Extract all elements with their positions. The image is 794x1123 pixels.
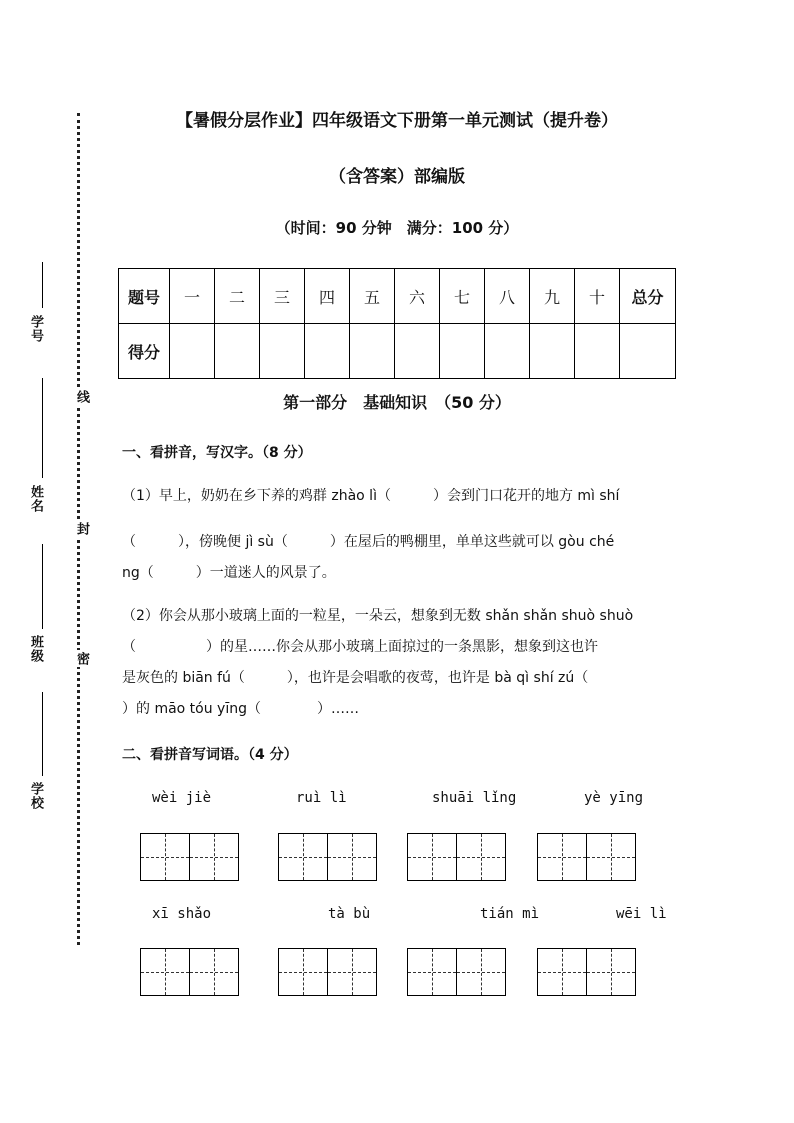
class-line <box>42 544 43 629</box>
seal-mark-feng: 封 <box>74 522 89 535</box>
pinyin-label: wèi jiè <box>152 790 212 806</box>
writing-cell[interactable] <box>140 833 190 881</box>
table-cell: 八 <box>485 269 530 324</box>
table-cell: 三 <box>260 269 305 324</box>
writing-cell[interactable] <box>407 948 457 996</box>
time-info: （时间：90 分钟 满分：100 分） <box>275 219 519 237</box>
question-1-paragraph-1-line-2: （ ），傍晚便 jì sù（ ）在屋后的鸭棚里，单单这些就可以 gòu ché <box>122 534 615 550</box>
seal-mark-mi: 密 <box>74 652 89 665</box>
table-cell: 得分 <box>119 324 170 379</box>
school-label: 学校 <box>28 782 43 810</box>
writing-grid[interactable] <box>407 833 506 881</box>
question-1-heading: 一、看拼音，写汉字。（8 分） <box>122 445 312 461</box>
score-cell[interactable] <box>530 324 575 379</box>
table-cell: 五 <box>350 269 395 324</box>
question-1-paragraph-1-line-1: （1）早上，奶奶在乡下养的鸡群 zhào lì（ ）会到门口花开的地方 mì shí <box>122 488 620 504</box>
question-1-paragraph-2-line-1: （2）你会从那小玻璃上面的一粒星，一朵云，想象到无数 shǎn shǎn shuò shuò <box>122 608 634 624</box>
school-line <box>42 692 43 776</box>
page-subtitle: （含答案）部编版 <box>329 167 465 187</box>
table-cell: 总分 <box>620 269 676 324</box>
writing-cell[interactable] <box>456 833 506 881</box>
page-title: 【暑假分层作业】四年级语文下册第一单元测试（提升卷） <box>176 111 618 131</box>
score-table-score-row <box>119 324 676 379</box>
pinyin-label: shuāi lǐng <box>432 790 517 806</box>
pinyin-label: ruì lì <box>296 790 347 806</box>
writing-cell[interactable] <box>537 833 587 881</box>
table-cell: 七 <box>440 269 485 324</box>
writing-cell[interactable] <box>456 948 506 996</box>
question-1-paragraph-2-line-3: 是灰色的 biān fú（ ），也许是会唱歌的夜莺，也许是 bà qì shí zú（ <box>122 670 589 686</box>
writing-grid[interactable] <box>140 948 239 996</box>
score-table <box>118 268 676 379</box>
score-cell[interactable] <box>440 324 485 379</box>
student-id-line <box>42 262 43 308</box>
table-cell: 六 <box>395 269 440 324</box>
pinyin-label: tà bù <box>328 906 371 922</box>
score-cell[interactable] <box>575 324 620 379</box>
writing-cell[interactable] <box>586 948 636 996</box>
question-1-paragraph-1-line-3: ng（ ）一道迷人的风景了。 <box>122 565 336 581</box>
question-1-paragraph-2-line-4: ）的 māo tóu yīng（ ）…… <box>122 701 359 717</box>
score-cell[interactable] <box>620 324 676 379</box>
table-cell: 九 <box>530 269 575 324</box>
score-cell[interactable] <box>260 324 305 379</box>
writing-grid[interactable] <box>407 948 506 996</box>
question-2-heading: 二、看拼音写词语。（4 分） <box>122 747 298 763</box>
writing-cell[interactable] <box>586 833 636 881</box>
name-label: 姓名 <box>28 485 43 513</box>
writing-cell[interactable] <box>189 833 239 881</box>
writing-grid[interactable] <box>278 833 377 881</box>
score-cell[interactable] <box>350 324 395 379</box>
table-cell: 一 <box>170 269 215 324</box>
pinyin-label: yè yīng <box>584 790 644 806</box>
score-cell[interactable] <box>215 324 260 379</box>
table-cell: 四 <box>305 269 350 324</box>
writing-cell[interactable] <box>140 948 190 996</box>
pinyin-label: xī shǎo <box>152 906 212 922</box>
score-table-header-row <box>119 269 676 324</box>
score-cell[interactable] <box>395 324 440 379</box>
table-cell: 十 <box>575 269 620 324</box>
writing-cell[interactable] <box>189 948 239 996</box>
score-cell[interactable] <box>170 324 215 379</box>
writing-cell[interactable] <box>327 833 377 881</box>
writing-grid[interactable] <box>278 948 377 996</box>
writing-cell[interactable] <box>278 833 328 881</box>
seal-mark-xian: 线 <box>74 390 89 403</box>
writing-grid[interactable] <box>537 833 636 881</box>
writing-cell[interactable] <box>278 948 328 996</box>
student-id-label: 学号 <box>28 315 43 343</box>
writing-cell[interactable] <box>407 833 457 881</box>
part-one-heading: 第一部分 基础知识 （50 分） <box>283 393 511 412</box>
pinyin-label: wēi lì <box>616 906 667 922</box>
table-cell: 题号 <box>119 269 170 324</box>
class-label: 班级 <box>28 635 43 663</box>
question-1-paragraph-2-line-2: （ ）的星……你会从那小玻璃上面掠过的一条黑影，想象到这也许 <box>122 639 598 655</box>
writing-cell[interactable] <box>537 948 587 996</box>
writing-grid[interactable] <box>140 833 239 881</box>
pinyin-label: tián mì <box>480 906 540 922</box>
score-cell[interactable] <box>305 324 350 379</box>
writing-grid[interactable] <box>537 948 636 996</box>
score-cell[interactable] <box>485 324 530 379</box>
writing-cell[interactable] <box>327 948 377 996</box>
table-cell: 二 <box>215 269 260 324</box>
